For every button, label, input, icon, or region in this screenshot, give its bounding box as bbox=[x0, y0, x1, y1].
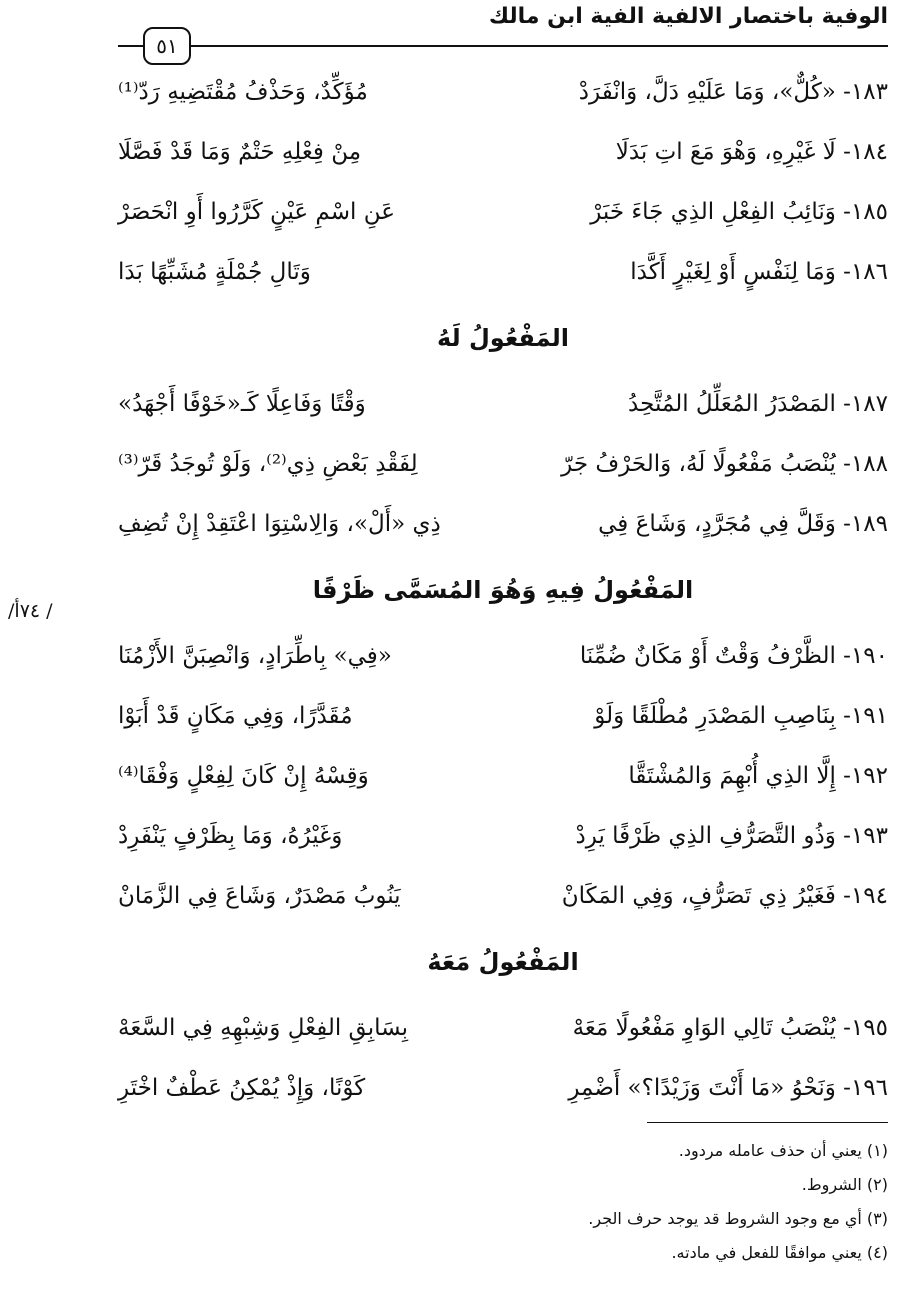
footnotes bbox=[588, 1134, 888, 1270]
second-hemistich: وَتَالِ جُمْلَةٍ مُشَبِّهًا بَدَا bbox=[118, 259, 311, 285]
footnote: (٣) أي مع وجود الشروط قد يوجد حرف الجر. bbox=[588, 1209, 888, 1228]
footnote: (٢) الشروط. bbox=[801, 1175, 888, 1194]
section-heading: المَفْعُولُ مَعَهُ bbox=[427, 948, 579, 976]
first-hemistich: ١٨٩- وَقَلَّ فِي مُجَرَّدٍ، وَشَاعَ فِي bbox=[598, 511, 888, 537]
first-hemistich: ١٨٦- وَمَا لِنَفْسٍ أَوْ لِغَيْرٍ أَكَّدَا bbox=[630, 259, 888, 285]
verse-line bbox=[118, 998, 888, 1058]
section-continuation bbox=[118, 62, 888, 302]
first-hemistich: ١٨٥- وَنَائِبُ الفِعْلِ الذِي جَاءَ خَبَرْ bbox=[590, 199, 888, 225]
verse-line bbox=[118, 866, 888, 926]
second-hemistich: ذِي «أَلْ»، وَالِاسْتِوَا اعْتَقِدْ إِنْ تُضِفِ bbox=[118, 511, 441, 537]
first-hemistich: ١٩٠- الظَّرْفُ وَقْتٌ أَوْ مَكَانٌ ضُمِّنَا bbox=[579, 643, 888, 669]
page-number: ٥١ bbox=[143, 27, 191, 65]
margin-manuscript-note: / ٧٤أ/ bbox=[8, 600, 53, 622]
page-header bbox=[0, 0, 910, 60]
first-hemistich: ١٩٤- فَغَيْرُ ذِي تَصَرُّفٍ، وَفِي المَكَانْ bbox=[561, 883, 888, 909]
second-hemistich: وَغَيْرُهُ، وَمَا بِظَرْفٍ يَنْفَرِدْ bbox=[118, 823, 343, 849]
first-hemistich: ١٨٣- «كُلٌّ»، وَمَا عَلَيْهِ دَلَّ، وَانْفَرَدْ bbox=[578, 79, 888, 105]
second-hemistich: مُؤَكِّدٌ، وَحَذْفُ مُقْتَضِيهِ رَدّ⁽¹⁾ bbox=[118, 79, 368, 105]
section-heading: المَفْعُولُ لَهُ bbox=[437, 324, 569, 352]
second-hemistich: وَقِسْهُ إِنْ كَانَ لِفِعْلٍ وَفْقَا⁽⁴⁾ bbox=[118, 763, 369, 789]
second-hemistich: مُقَدَّرًا، وَفِي مَكَانٍ قَدْ أَبَوْا bbox=[118, 703, 353, 729]
section-maful-maahu bbox=[118, 926, 888, 1118]
verse-line bbox=[118, 1058, 888, 1118]
footnote: (١) يعني أن حذف عامله مردود. bbox=[678, 1141, 888, 1160]
first-hemistich: ١٨٧- المَصْدَرُ المُعَلِّلُ المُتَّحِدُ bbox=[628, 391, 888, 417]
verse-line bbox=[118, 494, 888, 554]
section-heading: المَفْعُولُ فِيهِ وَهُوَ المُسَمَّى ظَرْفًا bbox=[312, 576, 694, 604]
verse-line bbox=[118, 686, 888, 746]
second-hemistich: «فِي» بِاطِّرَادٍ، وَانْصِبَنَّ الأَزْمُنَا bbox=[118, 643, 392, 669]
first-hemistich: ١٨٨- يُنْصَبُ مَفْعُولًا لَهُ، وَالحَرْفُ جَرّ bbox=[561, 451, 888, 477]
first-hemistich: ١٩٢- إِلَّا الذِي أُبْهِمَ وَالمُشْتَقَّا bbox=[628, 763, 888, 789]
second-hemistich: مِنْ فِعْلِهِ حَتْمٌ وَمَا قَدْ فَصَّلَا bbox=[118, 139, 362, 165]
first-hemistich: ١٩٥- يُنْصَبُ تَالِي الوَاوِ مَفْعُولًا مَعَهْ bbox=[572, 1015, 888, 1041]
header-rule bbox=[118, 45, 888, 47]
section-maful-lahu bbox=[118, 302, 888, 554]
verse-line bbox=[118, 122, 888, 182]
verse-line bbox=[118, 626, 888, 686]
verse-line bbox=[118, 746, 888, 806]
second-hemistich: كَوْنًا، وَإِذْ يُمْكِنُ عَطْفٌ اخْتَرِ bbox=[118, 1075, 366, 1101]
second-hemistich: لِفَقْدِ بَعْضِ ذِي⁽²⁾، وَلَوْ تُوجَدُ قَرّ⁽³⁾ bbox=[118, 451, 418, 477]
second-hemistich: بِسَابِقِ الفِعْلِ وَشِبْهِهِ فِي السَّعَهْ bbox=[118, 1015, 409, 1041]
poem-body bbox=[118, 62, 888, 1118]
footnote-separator bbox=[647, 1122, 888, 1123]
verse-line bbox=[118, 806, 888, 866]
second-hemistich: يَنُوبُ مَصْدَرٌ، وَشَاعَ فِي الزَّمَانْ bbox=[118, 883, 401, 909]
book-title: الوفية باختصار الالفية الفية ابن مالك bbox=[488, 4, 888, 29]
footnote: (٤) يعني موافقًا للفعل في مادته. bbox=[671, 1243, 888, 1262]
verse-line bbox=[118, 242, 888, 302]
first-hemistich: ١٩١- بِنَاصِبِ المَصْدَرِ مُطْلَقًا وَلَوْ bbox=[594, 703, 888, 729]
section-maful-fihi bbox=[118, 554, 888, 926]
first-hemistich: ١٨٤- لَا غَيْرِهِ، وَهْوَ مَعَ اتِ بَدَلَا bbox=[615, 139, 888, 165]
verse-line bbox=[118, 434, 888, 494]
verse-line bbox=[118, 182, 888, 242]
verse-line bbox=[118, 62, 888, 122]
first-hemistich: ١٩٦- وَنَحْوُ «مَا أَنْتَ وَزَيْدًا؟» أَضْمِرِ bbox=[568, 1075, 888, 1101]
second-hemistich: عَنِ اسْمِ عَيْنٍ كَرَّرُوا أَوِ انْحَصَرْ bbox=[118, 199, 395, 225]
second-hemistich: وَقْتًا وَفَاعِلًا كَـ«خَوْفًا أَجْهَدُ» bbox=[118, 391, 366, 417]
first-hemistich: ١٩٣- وَذُو التَّصَرُّفِ الذِي ظَرْفًا يَرِدْ bbox=[575, 823, 888, 849]
verse-line bbox=[118, 374, 888, 434]
